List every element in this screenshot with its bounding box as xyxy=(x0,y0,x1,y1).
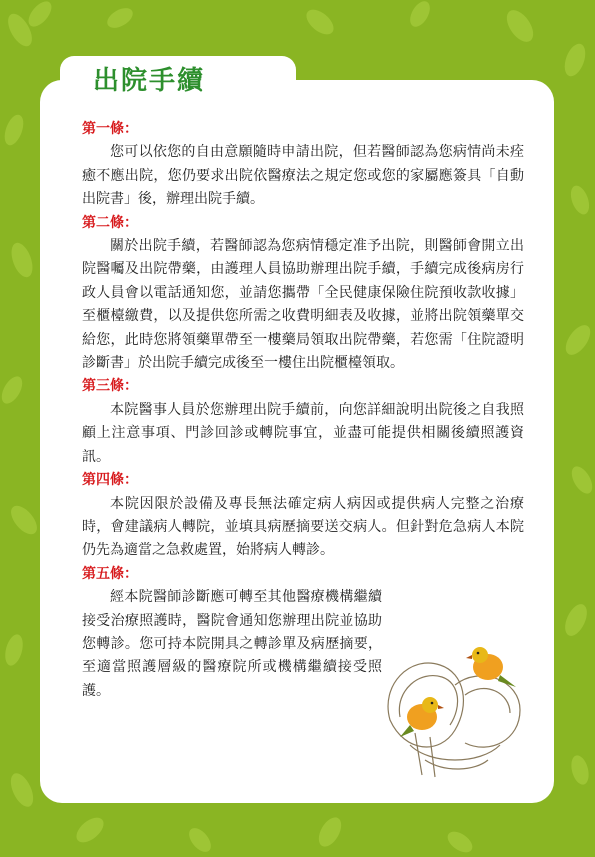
section-4-body: 本院因限於設備及專長無法確定病人病因或提供病人完整之治療時，會建議病人轉院，並填具病歷摘要送交病人。但針對危急病人本院仍先為適當之急救處置，始將病人轉診。 xyxy=(82,495,524,559)
section-2-heading: 第二條： xyxy=(82,214,138,231)
section-5-body: 經本院醫師診斷應可轉至其他醫療機構繼續接受治療照護時，醫院會通知您辦理出院並協助您轉診。您可持本院開具之轉診單及病歷摘要，至適當照護層級的醫療院所或機構繼續接受照護。 xyxy=(82,589,382,699)
bird-icon xyxy=(400,697,444,737)
bird-icon xyxy=(466,647,516,687)
page-title: 出院手續 xyxy=(93,66,206,96)
birds-in-cage-illustration xyxy=(370,625,535,780)
section-1-heading: 第一條： xyxy=(82,121,138,137)
document-body xyxy=(82,118,524,703)
section-5-heading: 第五條： xyxy=(82,565,138,582)
section-3-body: 本院醫事人員於您辦理出院手續前，向您詳細說明出院後之自我照顧上注意事項、門診回診或轉院事宜，並盡可能提供相關後續照護資訊。 xyxy=(82,401,524,465)
section-1-body: 您可以依您的自由意願隨時申請出院，但若醫師認為您病情尚未痊癒不應出院，您仍要求出院依醫療法之規定您或您的家屬應簽具「自動出院書」後，辦理出院手續。 xyxy=(82,144,524,208)
section-3-heading: 第三條： xyxy=(82,378,138,395)
section-4-heading: 第四條： xyxy=(82,472,138,489)
section-2-body: 關於出院手續，若醫師認為您病情穩定准予出院，則醫師會開立出院醫囑及出院帶藥，由護理人員協助辦理出院手續，手續完成後病房行政人員會以電話通知您，並請您攜帶「全民健康保險住院預收款收據」至櫃檯繳費，以及提供您所需之收費明細表及收據，並將出院領藥單交給您，此時您將領藥單帶至一樓藥局領取出院帶藥，若您需「住院證明診斷書」於出院手續完成後至一樓住出院櫃檯領取。 xyxy=(82,238,524,372)
